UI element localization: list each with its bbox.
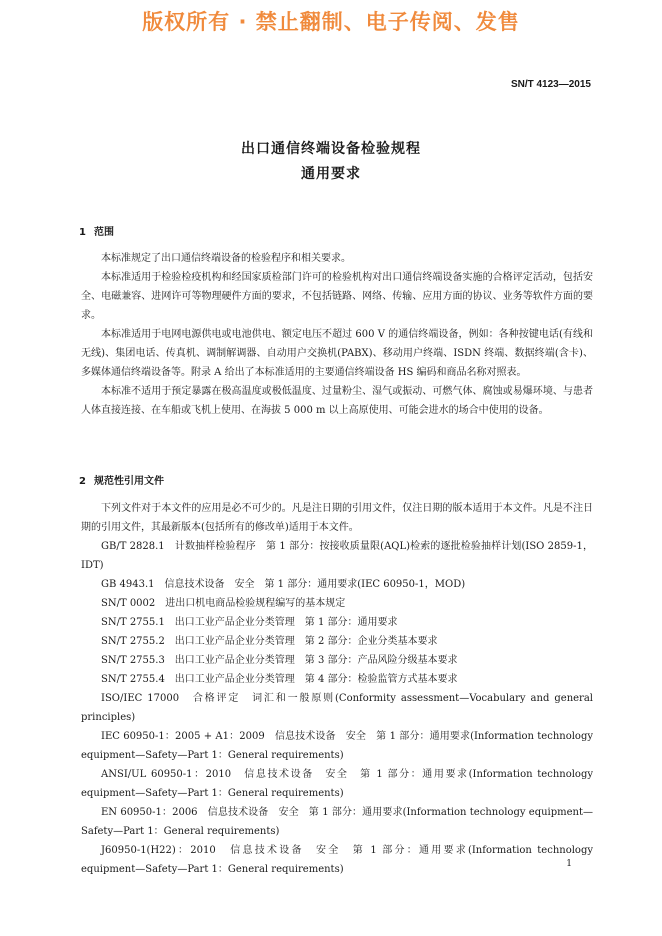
reference-item: ANSI/UL 60950-1：2010 信息技术设备 安全 第 1 部分：通用要求(Information technology equipment—Safety—Part 1：General requirements) xyxy=(81,769,593,799)
reference-item: SN/T 2755.1 出口工业产品企业分类管理 第 1 部分：通用要求 xyxy=(101,617,398,628)
reference-item: EN 60950-1：2006 信息技术设备 安全 第 1 部分：通用要求(Information technology equipment—Safety—Part 1：General requirements) xyxy=(81,807,593,837)
paragraph: 本标准不适用于预定暴露在极高温度或极低温度、过量粉尘、湿气或振动、可燃气体、腐蚀或易爆环境、与患者人体直接连接、在车船或飞机上使用、在海拔 5 000 m 以上高原使用、可能会进水的场合中使用的设备。 xyxy=(81,386,593,416)
section-number: 1 xyxy=(79,227,86,238)
section-title: 规范性引用文件 xyxy=(94,476,164,487)
scope-body xyxy=(81,249,593,420)
section-heading-scope xyxy=(79,223,114,238)
document-number: SN/T 4123—2015 xyxy=(510,79,591,90)
section-number: 2 xyxy=(79,476,86,487)
reference-item: SN/T 2755.4 出口工业产品企业分类管理 第 4 部分：检验监管方式基本要求 xyxy=(101,674,458,685)
reference-item: J60950-1(H22)：2010 信息技术设备 安全 第 1 部分：通用要求(Information technology equipment—Safety—Part 1：General requirements) xyxy=(81,845,593,875)
page-number: 1 xyxy=(566,859,572,869)
paragraph: 本标准适用于电网电源供电或电池供电、额定电压不超过 600 V 的通信终端设备，例如：各种按键电话(有线和无线)、集团电话、传真机、调制解调器、自动用户交换机(PABX)、移动用户终端、ISDN 终端、数据终端(含卡)、多媒体通信终端设备等。附录 A 给出了本标准适用的主要通信终端设备 HS 编码和商品名称对照表。 xyxy=(81,329,593,378)
document-subtitle: 通用要求 xyxy=(301,166,361,182)
reference-item: SN/T 2755.2 出口工业产品企业分类管理 第 2 部分：企业分类基本要求 xyxy=(101,636,438,647)
paragraph: 下列文件对于本文件的应用是必不可少的。凡是注日期的引用文件，仅注日期的版本适用于本文件。凡是不注日期的引用文件，其最新版本(包括所有的修改单)适用于本文件。 xyxy=(81,503,593,533)
paragraph: 本标准规定了出口通信终端设备的检验程序和相关要求。 xyxy=(101,253,351,264)
reference-item: IEC 60950-1：2005 + A1：2009 信息技术设备 安全 第 1 部分：通用要求(Information technology equipment—Safety—Part 1：General requirements) xyxy=(81,731,593,761)
section-heading-normative-references xyxy=(79,472,164,487)
references-body xyxy=(81,499,593,879)
reference-item: GB/T 2828.1 计数抽样检验程序 第 1 部分：按接收质量限(AQL)检索的逐批检验抽样计划(ISO 2859-1，IDT) xyxy=(81,541,593,571)
reference-item: SN/T 2755.3 出口工业产品企业分类管理 第 3 部分：产品风险分级基本要求 xyxy=(101,655,458,666)
reference-item: GB 4943.1 信息技术设备 安全 第 1 部分：通用要求(IEC 60950-1，MOD) xyxy=(101,579,466,590)
watermark-banner: 版权所有 · 禁止翻制、电子传阅、发售 xyxy=(142,10,520,34)
reference-item: ISO/IEC 17000 合格评定 词汇和一般原则(Conformity assessment—Vocabulary and general principles) xyxy=(81,693,593,723)
reference-item: SN/T 0002 进出口机电商品检验规程编写的基本规定 xyxy=(101,598,346,609)
document-title: 出口通信终端设备检验规程 xyxy=(241,141,421,157)
paragraph: 本标准适用于检验检疫机构和经国家质检部门许可的检验机构对出口通信终端设备实施的合格评定活动，包括安全、电磁兼容、进网许可等物理硬件方面的要求，不包括链路、网络、传输、应用方面的协议、业务等软件方面的要求。 xyxy=(81,272,593,321)
section-title: 范围 xyxy=(94,227,114,238)
